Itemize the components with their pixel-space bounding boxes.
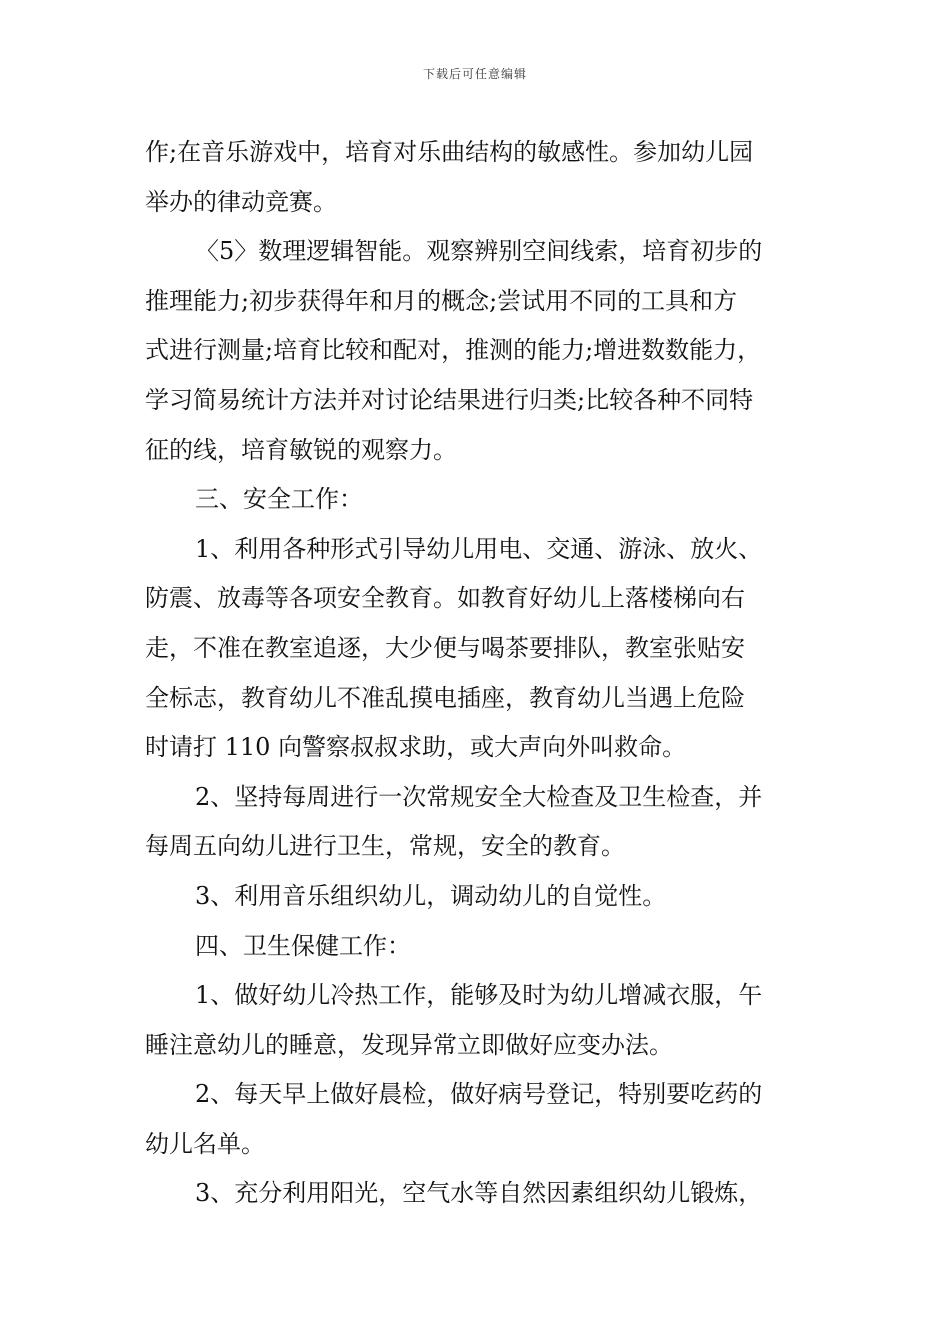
text-line: 防震、放毒等各项安全教育。如教育好幼儿上落楼梯向右 <box>145 584 745 613</box>
text-line: 学习简易统计方法并对讨论结果进行归类;比较各种不同特 <box>145 385 754 414</box>
text-line: 式进行测量;培育比较和配对，推测的能力;增进数数能力， <box>145 336 762 365</box>
text-line: 作;在音乐游戏中，培育对乐曲结构的敏感性。参加幼儿园 <box>145 138 754 166</box>
text-line: 推理能力;初步获得年和月的概念;尝试用不同的工具和方 <box>145 286 738 315</box>
text-line: 举办的律动竞赛。 <box>145 187 337 216</box>
text-line: 三、安全工作： <box>195 485 363 514</box>
text-line: 征的线，培育敏锐的观察力。 <box>145 435 457 464</box>
text-line: 全标志，教育幼儿不准乱摸电插座，教育幼儿当遇上危险 <box>145 683 745 712</box>
text-line: 1、利用各种形式引导幼儿用电、交通、游泳、放火、 <box>195 534 763 563</box>
text-line: 每周五向幼儿进行卫生，常规，安全的教育。 <box>145 832 625 861</box>
text-line: 〈5〉数理逻辑智能。观察辨别空间线索，培育初步的 <box>195 237 763 266</box>
text-line: 1、做好幼儿冷热工作，能够及时为幼儿增减衣服，午 <box>195 981 763 1010</box>
text-line: 时请打 110 向警察叔叔求助，或大声向外叫救命。 <box>145 733 687 762</box>
text-line: 四、卫生保健工作： <box>195 931 411 960</box>
page-header: 下载后可任意编辑 <box>422 67 527 81</box>
text-line: 2、坚持每周进行一次常规安全大检查及卫生检查，并 <box>195 782 763 811</box>
text-line: 2、每天早上做好晨检，做好病号登记，特别要吃药的 <box>195 1080 763 1109</box>
text-line: 3、利用音乐组织幼儿，调动幼儿的自觉性。 <box>195 881 667 910</box>
text-line: 幼儿名单。 <box>145 1129 265 1158</box>
document-body <box>145 128 813 1219</box>
text-line: 3、充分利用阳光，空气水等自然因素组织幼儿锻炼， <box>195 1179 763 1208</box>
text-line: 走，不准在教室追逐，大少便与喝茶要排队，教室张贴安 <box>145 633 745 662</box>
text-line: 睡注意幼儿的睡意，发现异常立即做好应变办法。 <box>145 1030 673 1059</box>
